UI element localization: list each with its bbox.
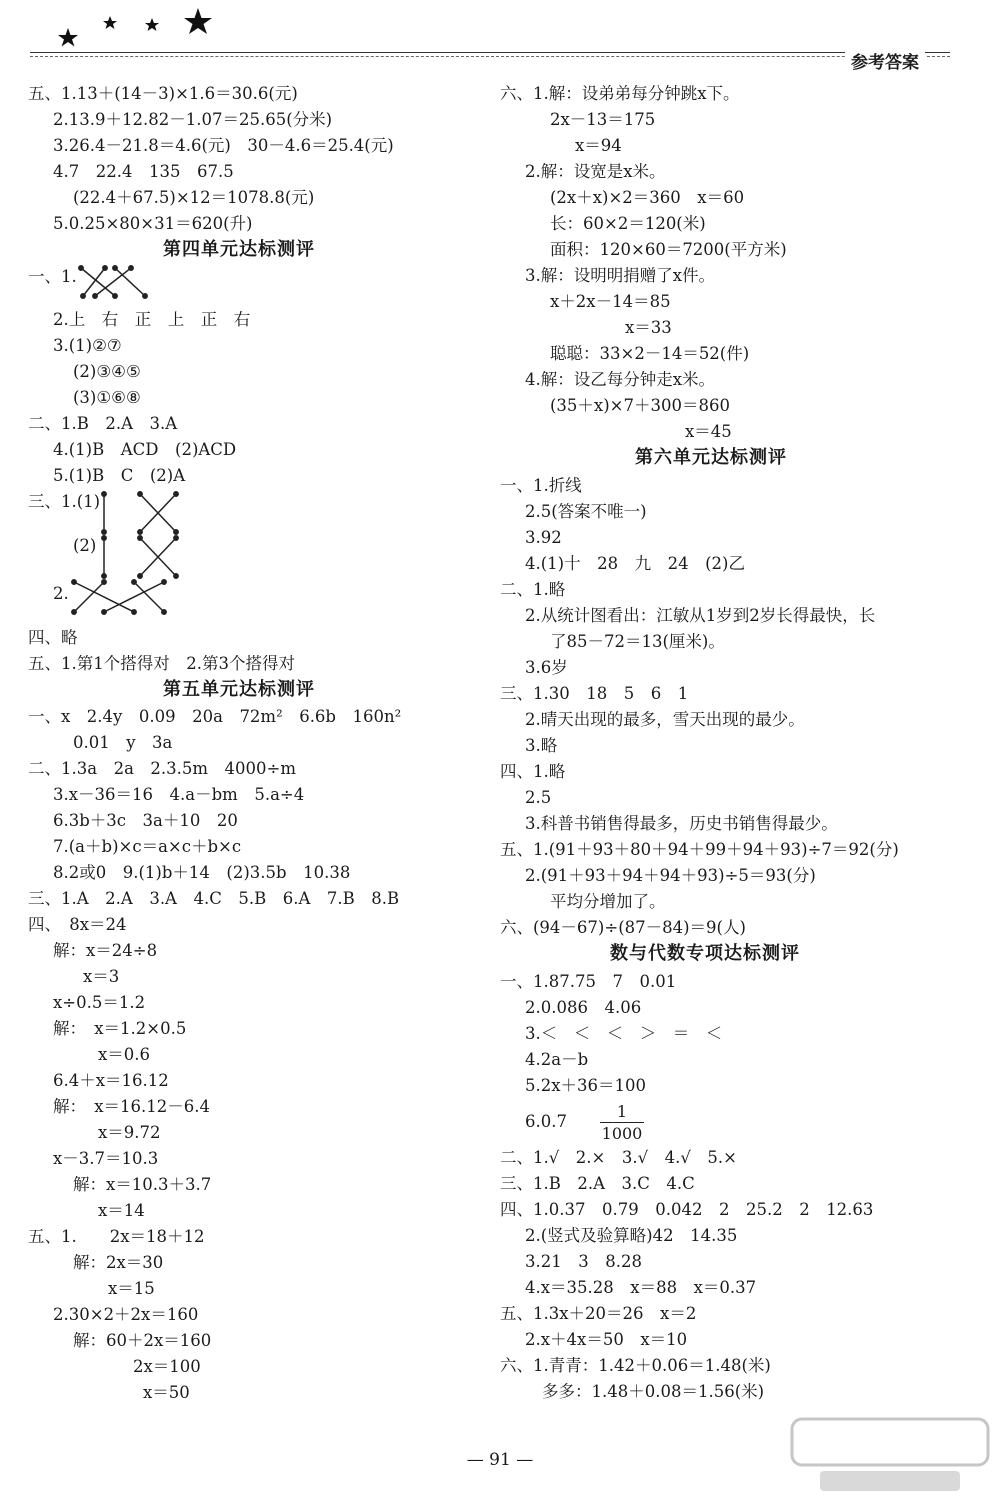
answer-line: 2.(竖式及验算略)42 14.35 <box>525 1226 738 1245</box>
answer-line: 5.(1)B C (2)A <box>53 466 186 485</box>
answer-line: 4.解：设乙每分钟走x米。 <box>525 370 716 389</box>
answer-line: 6.0.7 <box>525 1112 567 1131</box>
answer-line: 六、(94－67)÷(87－84)＝9(人) <box>500 918 746 937</box>
answer-line: 3.解：设明明捐赠了x件。 <box>525 266 716 285</box>
answer-line: 四、1.0.37 0.79 0.042 2 25.2 2 12.63 <box>500 1200 874 1219</box>
answer-line: x÷0.5＝1.2 <box>53 993 146 1012</box>
answer-line: x＝94 <box>575 136 622 155</box>
matching-diagram-3 <box>98 534 188 584</box>
answer-line: 2.上 右 正 上 正 右 <box>53 310 251 329</box>
answer-line: 三、1.30 18 5 6 1 <box>500 684 689 703</box>
answer-line: x＝0.6 <box>98 1045 151 1064</box>
answer-line: 多多：1.48＋0.08＝1.56(米) <box>542 1382 765 1401</box>
answer-line: 2.0.086 4.06 <box>525 998 642 1017</box>
watermark-logo-icon <box>790 1415 990 1495</box>
answer-line: 二、1.3a 2a 2.3.5m 4000÷m <box>28 759 297 778</box>
answer-line: 2.从统计图看出：江敏从1岁到2岁长得最快，长 <box>525 606 876 625</box>
answer-line: 6.3b＋3c 3a＋10 20 <box>53 811 238 830</box>
answer-line: 五、1.第1个搭得对 2.第3个搭得对 <box>28 654 295 673</box>
header-rule <box>30 52 950 53</box>
answer-line: 二、1.√ 2.× 3.√ 4.√ 5.× <box>500 1148 737 1167</box>
answer-line: 3.21 3 8.28 <box>525 1252 642 1271</box>
answer-line: x＝15 <box>108 1279 155 1298</box>
section-title: 第四单元达标测评 <box>163 239 315 260</box>
answer-line: 一、x 2.4y 0.09 20a 72m² 6.6b 160n² <box>28 707 402 726</box>
answer-line: 一、1. <box>28 267 77 286</box>
fraction-numerator: 1 <box>616 1102 628 1121</box>
answer-line: 3.6岁 <box>525 658 568 677</box>
answer-line: 三、1.B 2.A 3.C 4.C <box>500 1174 695 1193</box>
answer-line: 二、1.B 2.A 3.A <box>28 414 178 433</box>
answer-line: 面积：120×60＝7200(平方米) <box>550 240 787 259</box>
answer-line: 5.2x＋36＝100 <box>525 1076 647 1095</box>
answer-line: x＝45 <box>685 422 732 441</box>
answer-line: 6.4＋x＝16.12 <box>53 1071 169 1090</box>
header-rule-dashed <box>30 56 950 57</box>
answer-line: (35＋x)×7＋300＝860 <box>550 396 730 415</box>
answer-line: 2.解：设宽是x米。 <box>525 162 666 181</box>
answer-line: 四、 8x＝24 <box>28 915 127 934</box>
matching-diagram-4 <box>68 578 168 618</box>
answer-line: 解：x＝10.3＋3.7 <box>73 1175 212 1194</box>
answer-line: 4.7 22.4 135 67.5 <box>53 162 234 181</box>
answer-line: 3.x－36＝16 4.a－bm 5.a÷4 <box>53 785 305 804</box>
answer-line: 3.26.4－21.8＝4.6(元) 30－4.6＝25.4(元) <box>53 136 394 155</box>
answer-line: 五、1.(91＋93＋80＋94＋99＋94＋93)÷7＝92(分) <box>500 840 899 859</box>
fraction-denominator: 1000 <box>601 1124 643 1143</box>
answer-line: 7.(a＋b)×c＝a×c＋b×c <box>53 837 242 856</box>
answer-line: 4.x＝35.28 x＝88 x＝0.37 <box>525 1278 757 1297</box>
answer-line: (22.4＋67.5)×12＝1078.8(元) <box>73 188 315 207</box>
answer-line: 8.2或0 9.(1)b＋14 (2)3.5b 10.38 <box>53 863 351 882</box>
answer-line: x＝14 <box>98 1201 145 1220</box>
answer-line: 2.晴天出现的最多，雪天出现的最少。 <box>525 710 805 729</box>
answer-line: x＋2x－14＝85 <box>550 292 671 311</box>
answer-line: 四、略 <box>28 628 78 647</box>
answer-line: 2.5(答案不唯一) <box>525 502 647 521</box>
fraction-bar <box>600 1122 644 1123</box>
answer-line: 2.13.9＋12.82－1.07＝25.65(分米) <box>53 110 333 129</box>
answer-line: (2)③④⑤ <box>73 362 141 381</box>
answer-line: 五、1.13＋(14－3)×1.6＝30.6(元) <box>28 84 298 103</box>
answer-line: 3.92 <box>525 528 562 547</box>
answer-line: x＝3 <box>83 967 120 986</box>
answer-line: 六、1.青青：1.42＋0.06＝1.48(米) <box>500 1356 771 1375</box>
answer-line: (3)①⑥⑧ <box>73 388 141 407</box>
answer-line: x＝9.72 <box>98 1123 161 1142</box>
answer-line: 2.(91＋93＋94＋94＋93)÷5＝93(分) <box>525 866 816 885</box>
answer-line: 五、1. 2x＝18＋12 <box>28 1227 205 1246</box>
page-number: — 91 — <box>466 1450 534 1470</box>
answer-line: x＝33 <box>625 318 672 337</box>
section-title: 数与代数专项达标测评 <box>610 943 800 964</box>
answer-line: 3.略 <box>525 736 558 755</box>
fraction-answer <box>600 1102 644 1143</box>
answer-line: 解：60＋2x＝160 <box>73 1331 212 1350</box>
section-title: 第五单元达标测评 <box>163 679 315 700</box>
matching-diagram-1 <box>75 262 155 302</box>
answer-line: 四、1.略 <box>500 762 566 781</box>
answer-line: x＝50 <box>143 1383 190 1402</box>
answer-line: 3.＜ ＜ ＜ ＞ ＝ ＜ <box>525 1024 723 1043</box>
answer-line: 三、1.(1) <box>28 492 101 511</box>
answer-line: 2x－13＝175 <box>550 110 656 129</box>
answer-line: 2.30×2＋2x＝160 <box>53 1305 199 1324</box>
answer-line: (2x＋x)×2＝360 x＝60 <box>550 188 745 207</box>
answer-line: 解：2x＝30 <box>73 1253 164 1272</box>
answer-line: 3.科普书销售得最多，历史书销售得最少。 <box>525 814 838 833</box>
answer-line: 4.(1)B ACD (2)ACD <box>53 440 237 459</box>
answer-line: 3.(1)②⑦ <box>53 336 122 355</box>
matching-diagram-2 <box>98 490 188 540</box>
answer-line: 2.5 <box>525 788 552 807</box>
answer-line: 2. <box>53 584 69 603</box>
answer-line: 六、1.解：设弟弟每分钟跳x下。 <box>500 84 740 103</box>
answer-line: 2.x＋4x＝50 x＝10 <box>525 1330 688 1349</box>
answer-line: x－3.7＝10.3 <box>53 1149 159 1168</box>
answer-line: 三、1.A 2.A 3.A 4.C 5.B 6.A 7.B 8.B <box>28 889 400 908</box>
answer-line: 2x＝100 <box>133 1357 201 1376</box>
answer-line: 0.01 y 3a <box>73 733 173 752</box>
answer-line: 解： x＝16.12－6.4 <box>53 1097 211 1116</box>
answer-line: 平均分增加了。 <box>550 892 666 911</box>
answer-line: 4.(1)十 28 九 24 (2)乙 <box>525 554 745 573</box>
answer-line: 一、1.折线 <box>500 476 582 495</box>
answer-line: 长：60×2＝120(米) <box>550 214 706 233</box>
answer-line: 5.0.25×80×31＝620(升) <box>53 214 253 233</box>
answer-line: 五、1.3x＋20＝26 x＝2 <box>500 1304 697 1323</box>
section-title: 第六单元达标测评 <box>635 447 787 468</box>
answer-line: (2) <box>73 536 97 555</box>
page-header-title: 参考答案 <box>845 48 925 73</box>
answer-line: 4.2a－b <box>525 1050 589 1069</box>
answer-line: 了85－72＝13(厘米)。 <box>550 632 725 651</box>
answer-line: 一、1.87.75 7 0.01 <box>500 972 677 991</box>
answer-line: 解： x＝1.2×0.5 <box>53 1019 187 1038</box>
star-decoration-icon <box>58 8 218 48</box>
answer-line: 解：x＝24÷8 <box>53 941 158 960</box>
answer-line: 聪聪：33×2－14＝52(件) <box>550 344 750 363</box>
answer-line: 二、1.略 <box>500 580 566 599</box>
